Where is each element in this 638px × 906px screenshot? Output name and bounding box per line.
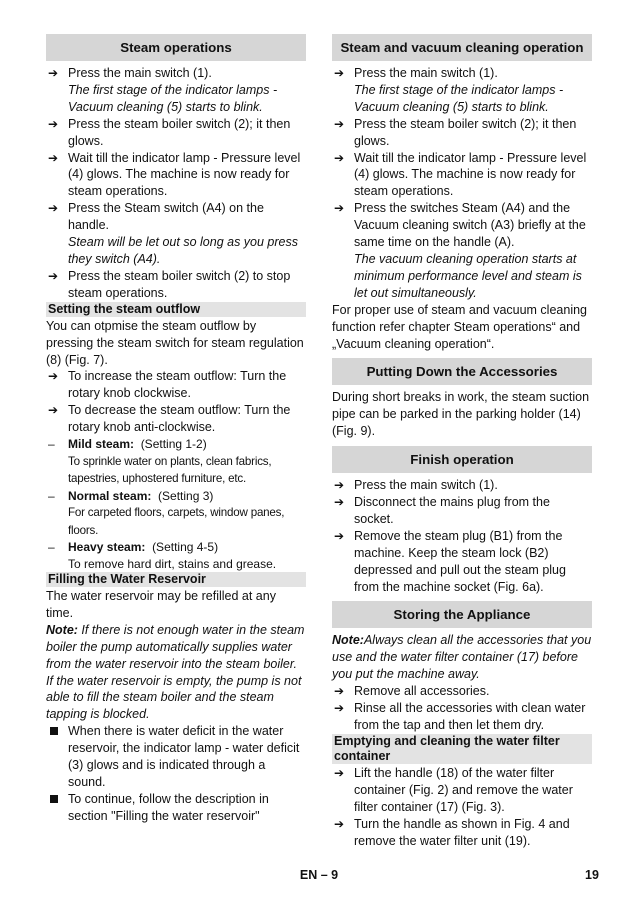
arrow-right-icon: ➔	[334, 150, 345, 165]
arrow-right-icon: ➔	[334, 701, 345, 716]
arrow-right-icon: ➔	[334, 66, 345, 80]
arrow-right-icon: ➔	[48, 369, 59, 384]
arrow-right-icon: ➔	[334, 116, 345, 131]
arrow-right-icon: ➔	[334, 201, 345, 216]
bullet: To continue, follow the description in section "Filling the water reservoir"	[46, 791, 306, 825]
step: ➔ Press the main switch (1). The first stage of the indicator lamps - Vacuum cleaning (5) starts to blink.	[334, 66, 564, 114]
left-column	[46, 34, 306, 825]
setting-item: – Mild steam: (Setting 1-2) To sprinkle water on plants, clean fabrics, tapestries, uphostered furniture, etc.	[48, 437, 272, 486]
paragraph: The water reservoir may be refilled at any time.	[46, 589, 276, 620]
step: ➔ Press the steam boiler switch (2); it then glows.	[48, 116, 291, 148]
step: ➔ Disconnect the mains plug from the socket.	[334, 495, 550, 526]
step: ➔ Remove all accessories.	[334, 684, 490, 699]
setting-item: – Heavy steam: (Setting 4-5) To remove hard dirt, stains and grease.	[48, 540, 277, 571]
arrow-right-icon: ➔	[334, 684, 345, 699]
arrow-right-icon: ➔	[48, 150, 59, 165]
right-column	[332, 34, 592, 849]
section-heading-steam-operations: Steam operations	[46, 34, 306, 61]
step: ➔ Press the switches Steam (A4) and the Vacuum cleaning switch (A3) briefly at the same time on the handle (A). The vacuum cleaning operation starts at minimum performance level and steam is let out simultaneously.	[334, 201, 586, 300]
arrow-right-icon: ➔	[334, 495, 345, 510]
section-heading-finish: Finish operation	[332, 446, 592, 473]
footer-section-label: EN – 9	[299, 868, 339, 882]
subheading-emptying-filter: Emptying and cleaning the water filter container	[332, 734, 592, 764]
arrow-right-icon: ➔	[334, 765, 345, 780]
step: ➔ Rinse all the accessories with clean water from the tap and then let them dry.	[334, 701, 586, 732]
arrow-right-icon: ➔	[48, 116, 59, 131]
step: ➔ Turn the handle as shown in Fig. 4 and remove the water filter unit (19).	[334, 816, 570, 848]
arrow-right-icon: ➔	[334, 528, 345, 543]
step: ➔ Press the Steam switch (A4) on the handle. Steam will be let out so long as you press they switch (A4).	[48, 201, 298, 266]
step: ➔ Remove the steam plug (B1) from the machine. Keep the steam lock (B2) depressed and pull out the steam plug from the machine socket (Fig. 6a).	[334, 528, 566, 594]
step: ➔ Wait till the indicator lamp - Pressure level (4) glows. The machine is now ready for steam operations.	[334, 150, 587, 199]
subheading-steam-outflow: Setting the steam outflow	[46, 302, 306, 317]
section-heading-storing: Storing the Appliance	[332, 601, 592, 628]
paragraph: You can otpmise the steam outflow by pressing the steam switch for steam regulation (8) (Fig. 7).	[46, 318, 304, 367]
note: Note: If there is not enough water in the steam boiler the pump automatically supplies water from the water reservoir into the steam boiler. If the water reservoir is empty, the pump is not able to fill the steam boiler and the steam tapping is blocked.	[46, 622, 305, 722]
bullet: When there is water deficit in the water reservoir, the indicator lamp - water deficit (3) glows and is indicated through a sound.	[46, 723, 306, 791]
section-heading-steam-vacuum: Steam and vacuum cleaning operation	[332, 34, 592, 61]
square-bullet-icon	[50, 795, 58, 803]
section-heading-putting-down: Putting Down the Accessories	[332, 358, 592, 385]
step: ➔ To increase the steam outflow: Turn the rotary knob clockwise.	[48, 369, 287, 401]
step: ➔ To decrease the steam outflow: Turn the rotary knob anti-clockwise.	[48, 403, 291, 435]
step: ➔ Lift the handle (18) of the water filter container (Fig. 2) and remove the water filter container (17) (Fig. 3).	[334, 765, 573, 814]
square-bullet-icon	[50, 727, 58, 735]
setting-item: – Normal steam: (Setting 3) For carpeted floors, carpets, window panes, floors.	[48, 488, 285, 537]
arrow-right-icon: ➔	[48, 403, 59, 418]
paragraph: For proper use of steam and vacuum cleaning function refer chapter Steam operations“ and „Vacuum cleaning operation“.	[332, 302, 587, 351]
step: ➔ Press the main switch (1). The first stage of the indicator lamps - Vacuum cleaning (5) starts to blink.	[48, 66, 278, 114]
step: ➔ Press the steam boiler switch (2) to stop steam operations.	[48, 268, 291, 300]
arrow-right-icon: ➔	[48, 66, 59, 80]
subheading-filling-reservoir: Filling the Water Reservoir	[46, 572, 306, 587]
arrow-right-icon: ➔	[48, 268, 59, 283]
page-number: 19	[585, 868, 599, 882]
arrow-right-icon: ➔	[334, 478, 345, 493]
step: ➔ Press the steam boiler switch (2); it then glows.	[334, 116, 577, 148]
paragraph: During short breaks in work, the steam suction pipe can be parked in the parking holder (14) (Fig. 9).	[332, 390, 590, 439]
note: Note:Always clean all the accessories that you use and the water filter container (17) before you put the machine away.	[332, 633, 592, 682]
step: ➔ Wait till the indicator lamp - Pressure level (4) glows. The machine is now ready for steam operations.	[48, 150, 301, 199]
step: ➔ Press the main switch (1).	[334, 478, 498, 493]
arrow-right-icon: ➔	[334, 816, 345, 831]
arrow-right-icon: ➔	[48, 201, 59, 216]
